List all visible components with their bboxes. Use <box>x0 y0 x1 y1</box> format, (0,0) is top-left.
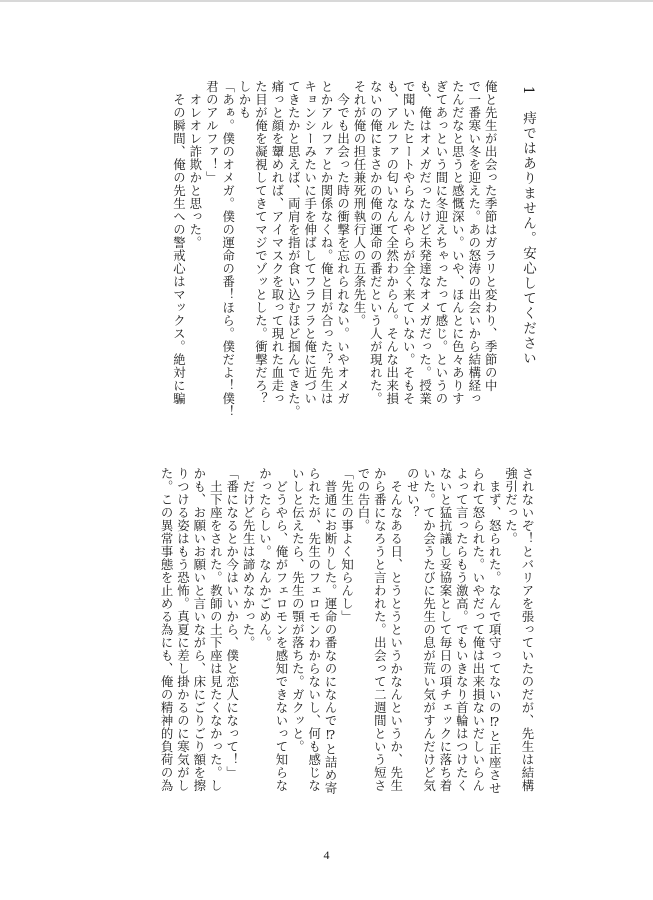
text-line: 「番になるとか今はいいから、僕と恋人になって！」 <box>224 467 240 779</box>
text-line <box>515 80 531 430</box>
text-line: から番になろうと言われた。出会って二週間という短さ <box>372 467 388 792</box>
text-line: かも、お願いお願いと言いながら、床にごりごり額を擦 <box>191 467 207 792</box>
lower-text-block <box>158 467 535 827</box>
text-line: 強引だった。 <box>503 467 519 545</box>
text-line: 土下座をされた。教師の土下座は見たくなかった。し <box>208 467 224 792</box>
text-line: りつける姿はもう恐怖。真夏に差し掛かるのに寒気がし <box>175 467 191 792</box>
text-line: も、アルファの匂いなんて全然わからん。そんな出来損 <box>384 80 400 405</box>
text-line: そんなある日、とうとうというかなんというか、先生 <box>388 467 404 792</box>
text-line: のせい？ <box>405 467 421 519</box>
text-line: されないぞ！とバリアを張っていたのだが、先生は結構 <box>520 467 535 792</box>
page-number: 4 <box>323 848 330 862</box>
text-line: いしと伝えたら、先生の顎が落ちた。ガクッと。 <box>290 467 306 753</box>
text-line: どうやら、俺がフェロモンを感知できないって知らな <box>273 467 289 792</box>
text-line: てきたかと思えば、両肩を指が食い込むほど掴んできた。 <box>286 80 302 418</box>
text-line: キョンシーみたいに手を伸ばしてフラフラと俺に近づい <box>302 80 318 405</box>
text-line: 普通にお断りした。運命の番なのになんで⁉と詰め寄 <box>323 467 339 795</box>
text-line: だけど先生は諦めなかった。 <box>241 467 257 649</box>
text-line: た目が俺を凝視してきてマジでゾッとした。衝撃だろ？ <box>253 80 269 405</box>
text-line: での告白。 <box>355 467 371 532</box>
text-line: いた。てか会うたびに先生の息が荒い気がすんだけど気 <box>421 467 437 792</box>
text-line: 今でも出会った時の衝撃を忘れられない。いやオメガ <box>335 80 351 405</box>
text-line: それが俺の担任兼死刑執行人の五条先生。 <box>351 80 367 327</box>
text-line: かったらしい。なんかごめん。 <box>257 467 273 649</box>
text-line <box>498 80 514 430</box>
chapter-heading: 1 痔ではありません。安心してください <box>520 86 536 367</box>
text-line: ないと猛抗議し妥協案として毎日の項チェックに落ち着 <box>437 467 453 792</box>
top-border <box>0 0 653 2</box>
text-line: られて怒られた。いやだって俺は出来損ないだしいらん <box>470 467 486 792</box>
text-line: まず、怒られた。なんで項守ってないの⁉と正座させ <box>487 467 503 795</box>
text-line: ぎてあっという間に冬迎えちゃったって感じ。というの <box>433 80 449 405</box>
upper-text-block <box>170 80 531 430</box>
text-line: た。この異常事態を止める為にも、俺の精神的負荷の為 <box>159 467 175 792</box>
text-line: よって言ったらもう激高。でもいきなり首輪はつけたく <box>454 467 470 792</box>
text-line: 君のアルファ！」 <box>204 80 220 184</box>
text-line: ないの俺にまさかの俺の運命の番だという人が現れた。 <box>368 80 384 405</box>
text-line: 「あぁ。僕のオメガ。僕の運命の番！ほら。僕だよ！僕！ <box>220 80 236 418</box>
text-line: しかも <box>237 80 253 119</box>
text-line: 「先生の事よく知らんし」 <box>339 467 355 623</box>
text-line: で聞いたヒートやらなんやらが全く来ていない。そもそ <box>401 80 417 405</box>
text-line: で一番寒い冬を迎えた。あの怒涛の出会いから結構経っ <box>466 80 482 405</box>
text-line: られたが、先生のフェロモンわからないし、何も感じな <box>306 467 322 792</box>
text-line: 痛っと顔を顰めれば、アイマスクを取って現れた血走っ <box>269 80 285 405</box>
text-line: 俺と先生が出会った季節はガラリと変わり、季節の中 <box>483 80 499 392</box>
text-line: たんだなと思うと感慨深い。いや、ほんとに色々ありす <box>450 80 466 405</box>
text-line: オレオレ詐欺かと思った。 <box>187 80 203 249</box>
text-line: も、俺はオメガだったけど未発達なオメガだった。授業 <box>417 80 433 405</box>
text-line: とかアルファとか関係なくね。俺と目が合った？先生は <box>319 80 335 405</box>
text-line: その瞬間、俺の先生への警戒心はマックス。絶対に騙 <box>171 80 187 405</box>
